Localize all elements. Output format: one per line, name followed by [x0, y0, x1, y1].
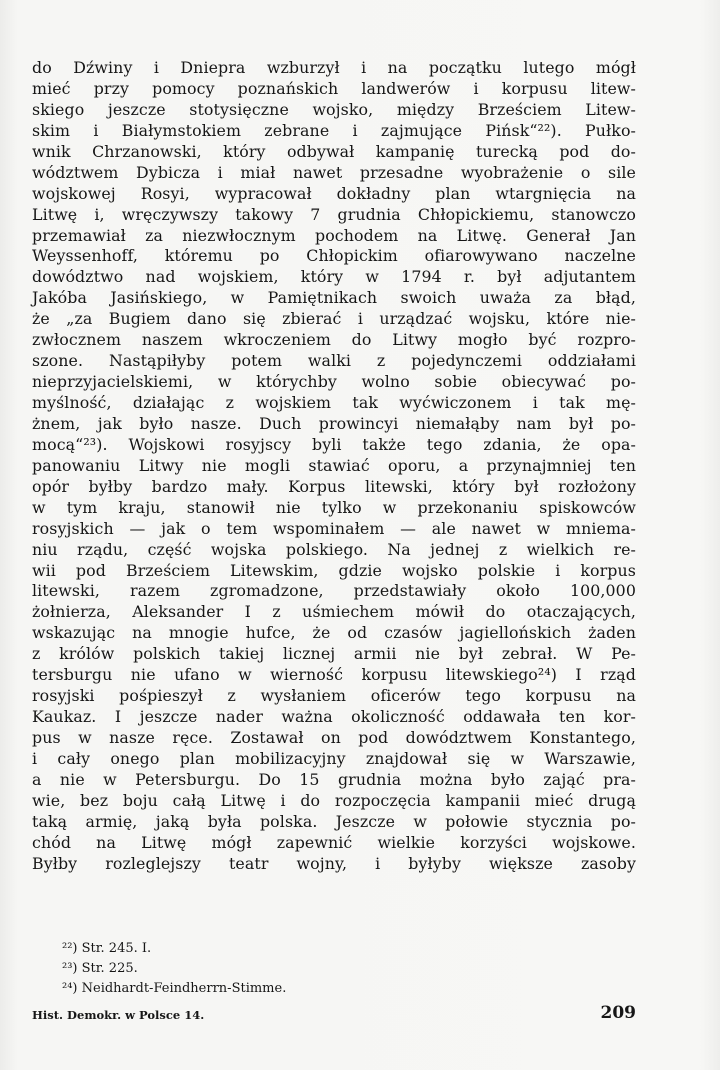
- text-line: do Dźwiny i Dniepra wzburzył i na początku lutego mógł: [32, 58, 636, 77]
- text-line: Litwę i, wręczywszy takowy 7 grudnia Chłopickiemu, stanowczo: [32, 204, 636, 224]
- text-line: tersburgu nie ufano w wierność korpusu litewskiego²⁴) I rząd: [32, 665, 636, 685]
- text-line: a nie w Petersburgu. Do 15 grudnia można było zająć pra-: [32, 769, 636, 789]
- printer-signature: Hist. Demokr. w Polsce 14.: [32, 1008, 205, 1022]
- text-line: przemawiał za niezwłocznym pochodem na Litwę. Generał Jan: [32, 225, 636, 245]
- text-line: dowództwo nad wojskiem, który w 1794 r. był adjutantem: [32, 267, 636, 287]
- text-line: wojskowej Rosyi, wypracował dokładny plan wtargnięcia na: [32, 183, 636, 203]
- text-line: mieć przy pomocy poznańskich landwerów i korpusu litew-: [32, 78, 636, 98]
- body-text: [32, 58, 636, 875]
- text-line: że „za Bugiem dano się zbierać i urządzać wojsku, które nie-: [32, 309, 636, 329]
- text-line: rosyjskich — jak o tem wspominałem — ale nawet w mniema-: [32, 518, 636, 538]
- text-line: mocą“²³). Wojskowi rosyjscy byli także tego zdania, że opa-: [32, 434, 636, 454]
- text-line: Kaukaz. I jeszcze nader ważna okoliczność oddawała ten kor-: [32, 707, 636, 727]
- text-line: wie, bez boju całą Litwę i do rozpoczęcia kampanii mieć drugą: [32, 790, 636, 810]
- text-line: w tym kraju, stanowił nie tylko w przekonaniu spiskowców: [32, 497, 636, 517]
- text-line: niu rządu, część wojska polskiego. Na jednej z wielkich re-: [32, 539, 636, 559]
- text-line: z królów polskich takiej licznej armii nie był zebrał. W Pe-: [32, 644, 636, 664]
- text-line: panowaniu Litwy nie mogli stawiać oporu, a przynajmniej ten: [32, 455, 636, 475]
- text-line: zwłocznem naszem wkroczeniem do Litwy mogło być rozpro-: [32, 330, 636, 350]
- text-line: wskazując na mnogie hufce, że od czasów jagiellońskich żaden: [32, 623, 636, 643]
- text-line: i cały onego plan mobilizacyjny znajdował się w Warszawie,: [32, 748, 636, 768]
- page-number: 209: [600, 1003, 636, 1023]
- footnotes: [62, 939, 462, 999]
- text-line: taką armię, jaką była polska. Jeszcze w połowie stycznia po-: [32, 811, 636, 831]
- text-line: szone. Nastąpiłyby potem walki z pojedynczemi oddziałami: [32, 351, 636, 371]
- page-footer: [32, 1003, 636, 1027]
- text-line: żołnierza, Aleksander I z uśmiechem mówił do otaczających,: [32, 602, 636, 622]
- footnote: ²³) Str. 225.: [62, 961, 138, 976]
- text-line: żnem, jak było nasze. Duch prowincyi niemałąby nam był po-: [32, 413, 636, 433]
- text-line: Jakóba Jasińskiego, w Pamiętnikach swoich uważa za błąd,: [32, 288, 636, 308]
- text-line: litewski, razem zgromadzone, przedstawiały około 100,000: [32, 581, 636, 601]
- footnote: ²⁴) Neidhardt-Feindherrn-Stimme.: [62, 981, 287, 996]
- text-line: Byłby rozleglejszy teatr wojny, i byłyby większe zasoby: [32, 853, 636, 873]
- text-line: wnik Chrzanowski, który odbywał kampanię turecką pod do-: [32, 141, 636, 161]
- text-line: opór byłby bardzo mały. Korpus litewski, który był rozłożony: [32, 476, 636, 496]
- text-line: skim i Białymstokiem zebrane i zajmujące Pińsk“²²). Pułko-: [32, 120, 636, 140]
- text-line: wództwem Dybicza i miał nawet przesadne wyobrażenie o sile: [32, 162, 636, 182]
- text-line: pus w nasze ręce. Zostawał on pod dowództwem Konstantego,: [32, 728, 636, 747]
- text-line: skiego jeszcze stotysięczne wojsko, między Brześciem Litew-: [32, 99, 636, 119]
- text-line: nieprzyjacielskiemi, w którychby wolno sobie obiecywać po-: [32, 372, 636, 392]
- text-line: chód na Litwę mógł zapewnić wielkie korzyści wojskowe.: [32, 832, 636, 852]
- text-line: rosyjski pośpieszył z wysłaniem oficerów tego korpusu na: [32, 686, 636, 706]
- text-line: Weyssenhoff, któremu po Chłopickim ofiarowywano naczelne: [32, 246, 636, 266]
- footnote: ²²) Str. 245. I.: [62, 941, 152, 956]
- text-line: myślność, działając z wojskiem tak wyćwiczonem i tak mę-: [32, 393, 636, 412]
- text-line: wii pod Brześciem Litewskim, gdzie wojsko polskie i korpus: [32, 560, 636, 580]
